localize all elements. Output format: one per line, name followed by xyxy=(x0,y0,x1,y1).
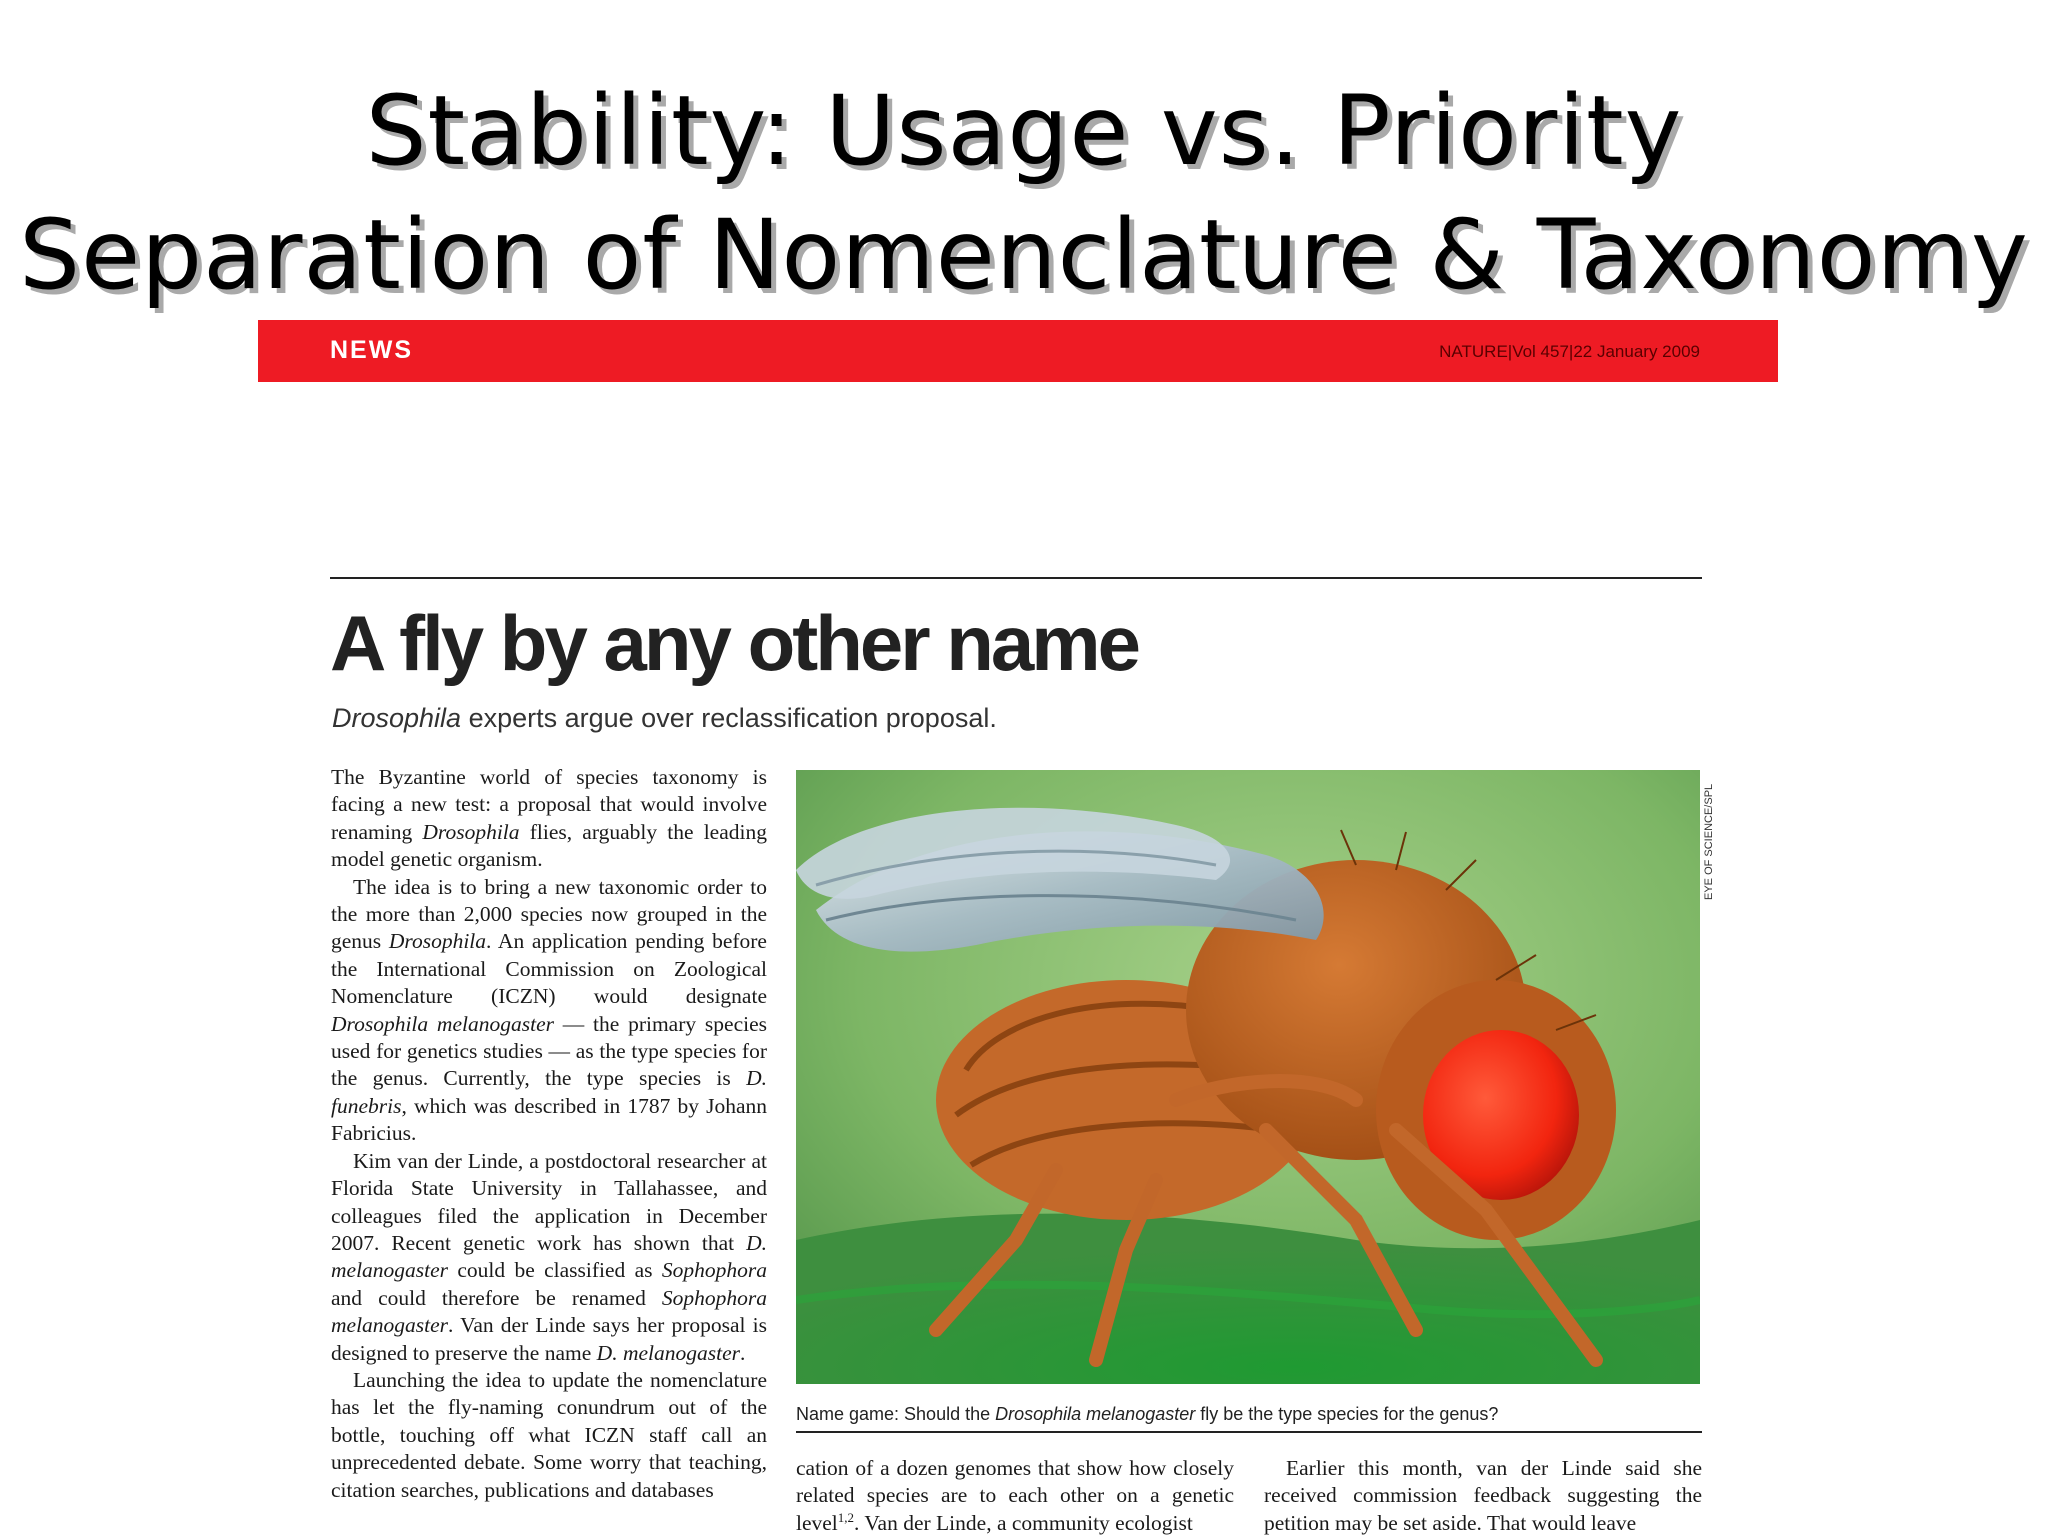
slide-title-line-2: Separation of Nomenclature & Taxonomy xyxy=(19,199,2029,311)
dek-genus: Drosophila xyxy=(332,703,462,733)
article-paragraph: Earlier this month, van der Linde said she received commission feedback suggesting the petition may be set aside. That would leave xyxy=(1264,1456,1702,1535)
slide-title-line-1: Stability: Usage vs. Priority xyxy=(365,75,1683,187)
article-subheadline xyxy=(332,703,997,734)
article-headline: A fly by any other name xyxy=(330,599,1139,687)
article-column-3 xyxy=(1264,1455,1702,1536)
caption-rule xyxy=(796,1431,1702,1433)
journal-citation: NATURE|Vol 457|22 January 2009 xyxy=(1439,342,1700,361)
dek-text: experts argue over reclassification proposal. xyxy=(461,703,997,733)
photo-caption: Name game: Should the Drosophila melanogaster fly be the type species for the genus? xyxy=(796,1404,1499,1424)
article-paragraph: cation of a dozen genomes that show how closely related species are to each other on a genetic level$^{1,2}$. Van der Linde, a community ecologist xyxy=(796,1456,1234,1535)
article-top-rule xyxy=(330,577,1702,579)
fruit-fly-illustration xyxy=(796,770,1700,1384)
photo-credit: EYE OF SCIENCE/SPL xyxy=(1703,783,1715,900)
fly-photo xyxy=(796,770,1700,1384)
article-column-1 xyxy=(331,764,767,1536)
article-paragraph: The idea is to bring a new taxonomic order to the more than 2,000 species now grouped in the genus Drosophila. An application pending before the International Commission on Zoological Nomenclature (ICZN) would designate Drosophila melanogaster — the primary species used for genetics studies — as the type species for the genus. Currently, the type species is D. funebris, which was described in 1787 by Johann Fabricius. xyxy=(331,874,767,1146)
article-column-2 xyxy=(796,1455,1234,1536)
article-paragraph: Kim van der Linde, a postdoctoral researcher at Florida State University in Tallahassee, and colleagues filed the application in December 2007. Recent genetic work has shown that D. melanogaster could be classified as Sophophora and could therefore be renamed Sophophora melanogaster. Van der Linde says her proposal is designed to preserve the name D. melanogaster. xyxy=(331,1148,767,1365)
article-paragraph: Launching the idea to update the nomenclature has let the fly-naming conundrum out of the bottle, touching off what ICZN staff call an unprecedented debate. Some worry that teaching, citation searches, publications and databases xyxy=(331,1367,767,1502)
news-section-label: NEWS xyxy=(330,336,413,364)
article-paragraph: The Byzantine world of species taxonomy is facing a new test: a proposal that would involve renaming Drosophila flies, arguably the leading model genetic organism. xyxy=(331,765,767,872)
news-header-bar xyxy=(258,320,1778,382)
